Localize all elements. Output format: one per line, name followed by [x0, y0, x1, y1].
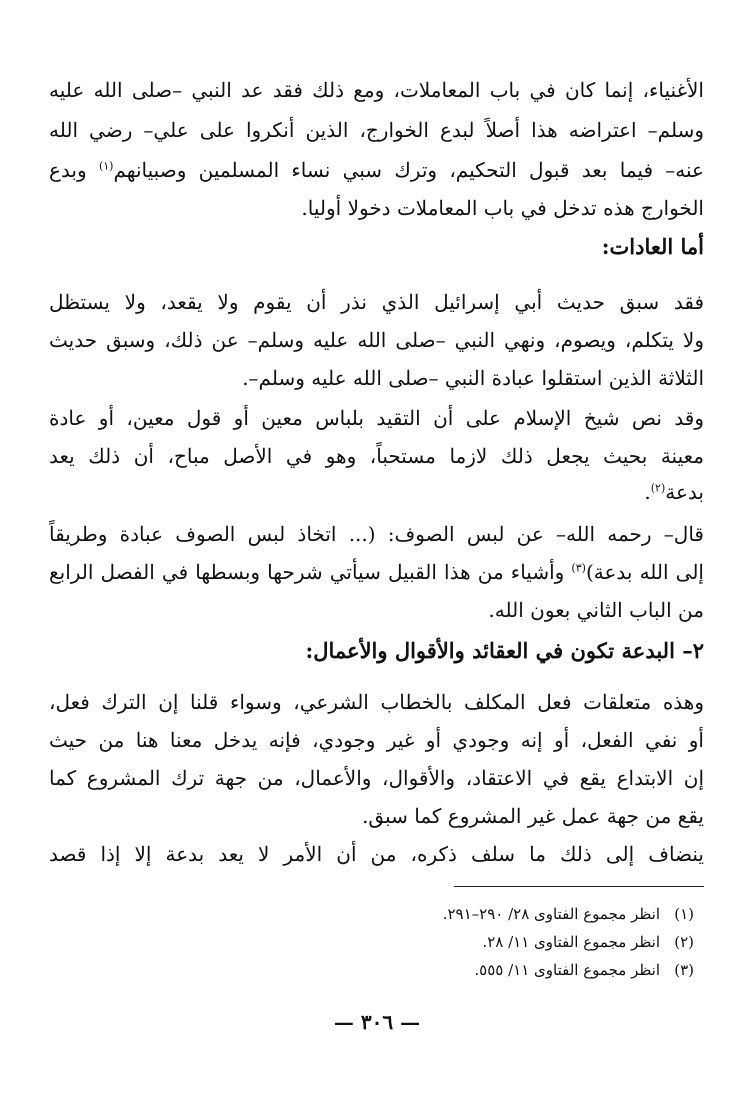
paragraph1-line3 — [49, 158, 704, 182]
paragraph1-line4: الخوارج هذه تدخل في باب المعاملات دخولا أوليا. — [301, 196, 704, 220]
paragraph2-line3: الثلاثة الذين استقلوا عبادة النبي –صلى الله عليه وسلم–. — [242, 366, 704, 390]
paragraph2-line2: ولا يتكلم، ويصوم، ونهي النبي –صلى الله عليه وسلم– عن ذلك، وسبق حديث — [49, 328, 704, 352]
footnote-2-number: (٢) — [674, 933, 694, 951]
paragraph1-line3-text: عنه– فيما بعد قبول التحكيم، وترك سبي نساء المسلمين وصبيانهم — [113, 158, 704, 182]
section-heading-innovation: ٢– البدعة تكون في العقائد والأقوال والأعمال: — [305, 638, 704, 663]
paragraph5-line3: إن الابتداع يقع في الاعتقاد، والأقوال، والأعمال، من جهة ترك المشروع كما — [49, 766, 704, 790]
footnote-3-text: انظر مجموع الفتاوى ١١/ ٥٥٥. — [474, 961, 660, 979]
footnote-1-number: (١) — [674, 905, 694, 923]
paragraph3-line1: وقد نص شيخ الإسلام على أن التقيد بلباس معين أو قول معين، أو عادة — [49, 406, 704, 430]
paragraph1-line1: الأغنياء، إنما كان في باب المعاملات، ومع ذلك فقد عد النبي –صلى الله عليه — [49, 78, 704, 102]
footnote-1 — [443, 904, 694, 924]
footnote-marker-2: (٢) — [650, 481, 666, 495]
paragraph4-line1: قال– رحمه الله– عن لبس الصوف: (... اتخاذ لبس الصوف عبادة وطريقاً — [49, 522, 704, 546]
paragraph4-line2 — [49, 560, 704, 584]
footnote-marker-1: (١) — [98, 159, 114, 173]
footnote-3 — [474, 960, 694, 980]
paragraph2-line1: فقد سبق حديث أبي إسرائيل الذي نذر أن يقوم ولا يقعد، ولا يستظل — [49, 290, 704, 314]
paragraph3-line3 — [49, 480, 704, 504]
paragraph3-line2: معينة بحيث يجعل ذلك لازما مستحباً، وهو في الأصل مباح، أن ذلك يعد — [49, 444, 704, 468]
footnote-marker-3: (٣) — [571, 561, 586, 575]
paragraph1-line3-tail: وبدع — [49, 158, 87, 182]
paragraph5-line2: أو نفي الفعل، أو إنه وجودي أو غير وجودي، فإنه يدخل معنا هنا من حيث — [49, 728, 704, 752]
paragraph3-end: . — [644, 480, 651, 504]
paragraph4-line3: من الباب الثاني بعون الله. — [488, 598, 704, 622]
paragraph1-line2: وسلم– اعتراضه هذا أصلاً لبدع الخوارج، الذين أنكروا على علي– رضي الله — [49, 118, 704, 142]
footnote-3-number: (٣) — [674, 961, 694, 979]
paragraph4-line2-rest: وأشياء من هذا القبيل سيأتي شرحها وبسطها في الفصل الرابع — [49, 560, 565, 584]
footnote-2 — [482, 932, 694, 952]
section-heading-customs: أما العادات: — [601, 234, 704, 259]
footnote-2-text: انظر مجموع الفتاوى ١١/ ٢٨. — [482, 933, 660, 951]
paragraph6-line1: ينضاف إلى ذلك ما سلف ذكره، من أن الأمر لا يعد بدعة إلا إذا قصد — [49, 842, 704, 866]
footnote-separator — [454, 886, 704, 887]
paragraph4-line2-start: إلى الله بدعة) — [585, 560, 704, 584]
footnote-1-text: انظر مجموع الفتاوى ٢٨/ ٢٩٠–٢٩١. — [442, 905, 660, 923]
paragraph5-line1: وهذه متعلقات فعل المكلف بالخطاب الشرعي، وسواء قلنا إن الترك فعل، — [49, 690, 704, 714]
paragraph3-line3-text: بدعة — [665, 480, 704, 504]
paragraph5-line4: يقع من جهة عمل غير المشروع كما سبق. — [362, 804, 704, 828]
page-number: — ٣٠٦ — — [333, 1010, 421, 1034]
